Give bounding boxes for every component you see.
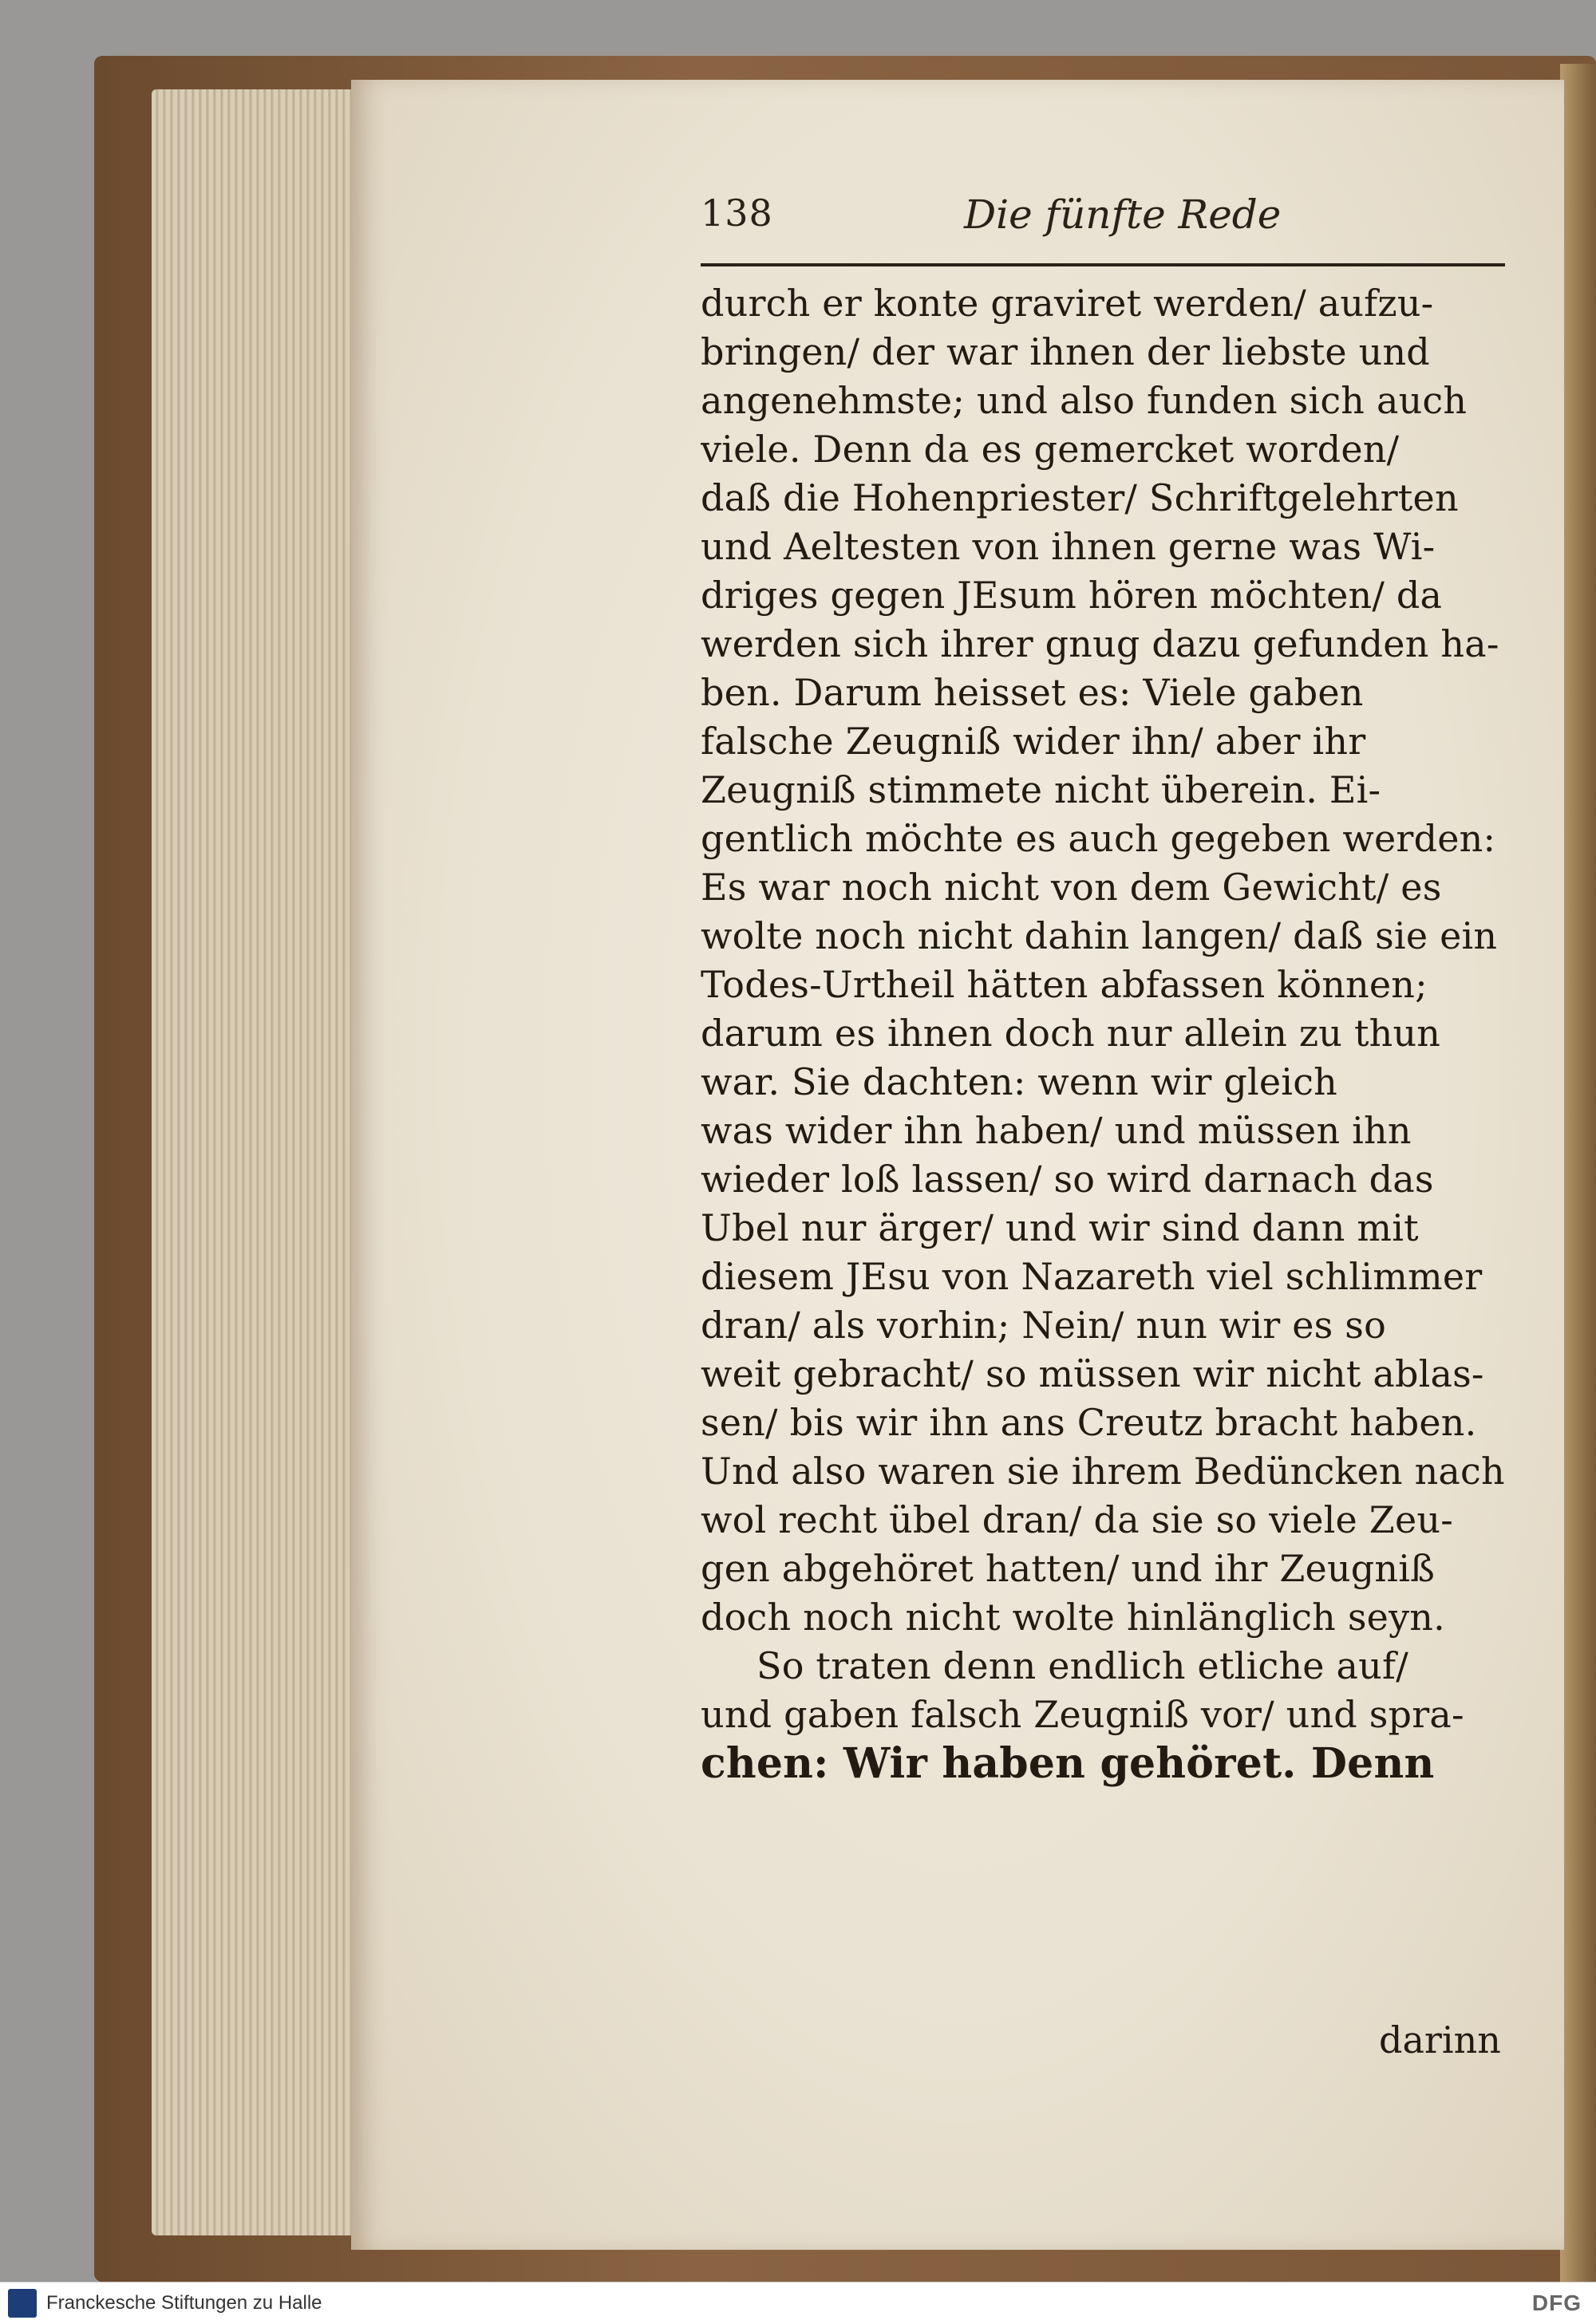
text-line: daß die Hohenpriester/ Schriftgelehrten <box>701 476 1459 519</box>
page-number: 138 <box>701 191 773 235</box>
text-line: Ubel nur ärger/ und wir sind dann mit <box>701 1206 1419 1249</box>
text-line: ben. Darum heisset es: Viele gaben <box>701 671 1364 714</box>
text-line: chen: Wir haben gehöret. Denn <box>701 1739 1435 1788</box>
page-header <box>701 191 1499 255</box>
text-line: viele. Denn da es gemercket worden/ <box>701 428 1400 471</box>
text-line: weit gebracht/ so müssen wir nicht ablas- <box>701 1352 1484 1395</box>
text-line: und Aeltesten von ihnen gerne was Wi- <box>701 525 1436 568</box>
text-line: So traten denn endlich etliche auf/ <box>757 1644 1408 1687</box>
text-line: werden sich ihrer gnug dazu gefunden ha- <box>701 622 1499 665</box>
text-line: Und also waren sie ihrem Bedüncken nach <box>701 1450 1505 1493</box>
text-line: was wider ihn haben/ und müssen ihn <box>701 1109 1412 1152</box>
text-line: dran/ als vorhin; Nein/ nun wir es so <box>701 1304 1387 1347</box>
text-line: driges gegen JEsum hören möchten/ da <box>701 574 1443 617</box>
text-line: sen/ bis wir ihn ans Creutz bracht haben. <box>701 1401 1477 1444</box>
text-line: war. Sie dachten: wenn wir gleich <box>701 1060 1338 1103</box>
text-line: wieder loß lassen/ so wird darnach das <box>701 1158 1434 1201</box>
header-rule <box>701 263 1505 266</box>
text-line: doch noch nicht wolte hinlänglich seyn. <box>701 1596 1445 1639</box>
institution-name[interactable]: Franckesche Stiftungen zu Halle <box>46 2292 322 2314</box>
text-line: Todes-Urtheil hätten abfassen können; <box>701 963 1428 1006</box>
page-block-edges <box>152 89 359 2235</box>
body-text <box>701 279 1507 1788</box>
text-line: angenehmste; und also funden sich auch <box>701 379 1468 422</box>
text-line: diesem JEsu von Nazareth viel schlimmer <box>701 1255 1483 1298</box>
text-line: durch er konte graviret werden/ aufzu- <box>701 282 1434 325</box>
text-line: Zeugniß stimmete nicht überein. Ei- <box>701 768 1381 811</box>
text-line: wol recht übel dran/ da sie so viele Zeu- <box>701 1498 1453 1541</box>
text-line: bringen/ der war ihnen der liebste und <box>701 330 1430 373</box>
facing-page-edge <box>1560 64 1596 2282</box>
dfg-badge: DFG <box>1531 2290 1582 2315</box>
institution-logo-icon <box>8 2289 37 2318</box>
text-line: gen abgehöret hatten/ und ihr Zeugniß <box>701 1547 1436 1590</box>
running-head: Die fünfte Rede <box>964 191 1282 238</box>
text-line: und gaben falsch Zeugniß vor/ und spra- <box>701 1693 1464 1736</box>
viewer-footer <box>0 2282 1596 2324</box>
text-line: gentlich möchte es auch gegeben werden: <box>701 817 1496 860</box>
text-line: Es war noch nicht von dem Gewicht/ es <box>701 866 1442 909</box>
text-line: wolte noch nicht dahin langen/ daß sie ein <box>701 914 1498 957</box>
catchword: darinn <box>1379 2018 1501 2062</box>
text-line: darum es ihnen doch nur allein zu thun <box>701 1012 1441 1055</box>
text-line: falsche Zeugniß wider ihn/ aber ihr <box>701 720 1366 763</box>
